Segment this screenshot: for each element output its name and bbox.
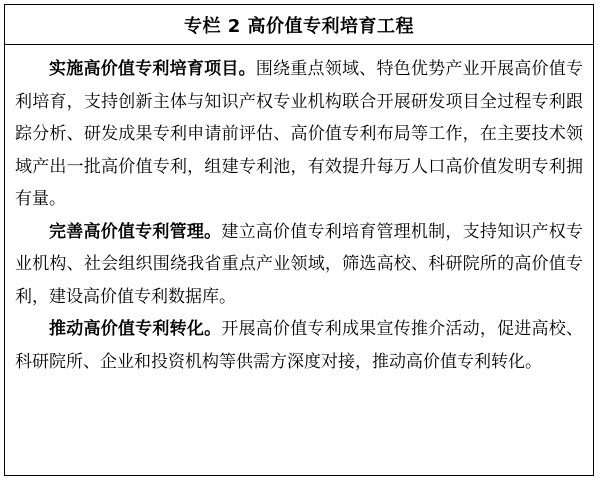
box-header — [5, 5, 593, 45]
paragraph-patent-management — [15, 216, 583, 314]
paragraph-patent-transfer — [15, 313, 583, 378]
paragraph-lead: 完善高价值专利管理。 — [49, 221, 222, 242]
paragraph-lead: 实施高价值专利培育项目。 — [49, 59, 256, 79]
column-box — [4, 4, 594, 476]
paragraph-lead: 推动高价值专利转化。 — [49, 319, 222, 339]
box-body — [5, 45, 593, 378]
box-title: 专栏 2 高价值专利培育工程 — [183, 15, 415, 37]
paragraph-text: 围绕重点领域、特色优势产业开展高价值专利培育，支持创新主体与知识产权专业机构联合开展研发项目全过程专利跟踪分析、研发成果专利申请前评估、高价值专利布局等工作，在主要技术领域产出一批高价值专利，组建专利池，有效提升每万人口高价值发明专利拥有量。 — [15, 59, 584, 209]
paragraph-text: 建立高价值专利培育管理机制，支持知识产权专业机构、社会组织围绕我省重点产业领域，筛选高校、科研院所的高价值专利，建设高价值专利数据库。 — [15, 221, 584, 307]
paragraph-text: 开展高价值专利成果宣传推介活动，促进高校、科研院所、企业和投资机构等供需方深度对接，推动高价值专利转化。 — [15, 319, 584, 372]
paragraph-cultivation-project — [15, 53, 583, 216]
